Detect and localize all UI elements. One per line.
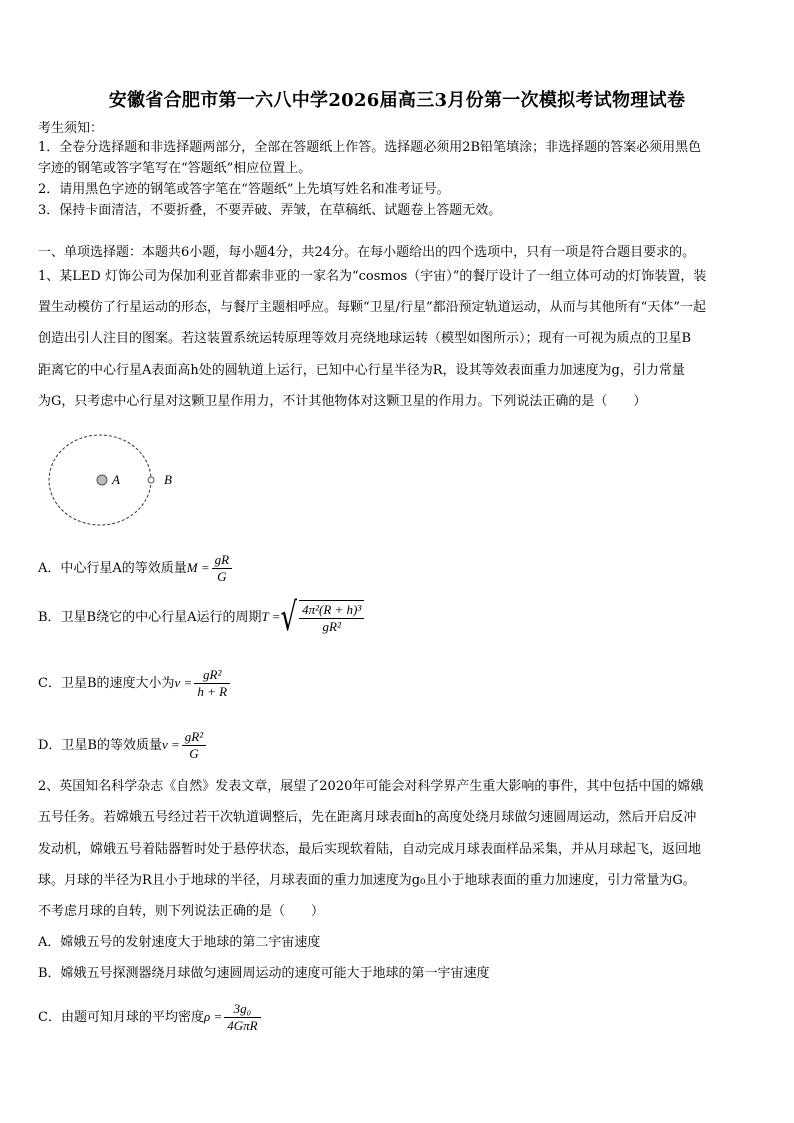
q1-line-1: 1、某LED 灯饰公司为保加利亚首都索非亚的一家名为“cosmos（宇宙）”的餐厅设计了一组立体可动的灯饰装置，装 (38, 269, 707, 284)
q1-line-2: 置生动模仿了行星运动的形态，与餐厅主题相呼应。每颗“卫星/行星”都沿预定轨道运动，从而与其他所有“天体”一起 (38, 300, 706, 315)
q1-option-c-numerator: gR² (194, 667, 230, 684)
q1-option-a-numerator: gR (212, 552, 232, 569)
q1-option-b-text: B．卫星B绕它的中心行星A运行的周期 (38, 610, 262, 625)
q1-option-b-denominator: gR² (322, 619, 341, 634)
q1-option-c[interactable] (38, 667, 232, 700)
satellite-b-dot (148, 477, 154, 483)
q1-option-b[interactable] (38, 595, 366, 640)
q2-option-c-formula (224, 1001, 260, 1034)
q1-line-4: 距离它的中心行星A表面高h处的圆轨道上运行，已知中心行星半径为R，设其等效表面重力加速度为g，引力常量 (38, 363, 685, 378)
q2-option-c-lhs: ρ = (203, 1009, 223, 1024)
q1-option-b-numerator: 4π²(R + h)³ (299, 602, 364, 619)
q2-option-a[interactable]: A．嫦娥五号的发射速度大于地球的第二宇宙速度 (38, 935, 321, 950)
q1-option-a-text: A．中心行星A的等效质量 (38, 561, 187, 576)
planet-a-label: A (112, 472, 120, 487)
q1-option-d-formula (182, 729, 206, 762)
notice-item-3: 3．保持卡面清洁，不要折叠，不要弄破、弄皱，在草稿纸、试题卷上答题无效。 (38, 203, 502, 218)
section-heading: 一、单项选择题：本题共6小题，每小题4分，共24分。在每小题给出的四个选项中，只有一项是符合题目要求的。 (38, 245, 696, 260)
q2-option-c-numerator: 3g₀ (224, 1001, 260, 1018)
page-title: 安徽省合肥市第一六八中学2026届高三3月份第一次模拟考试物理试卷 (108, 90, 686, 111)
q1-line-5: 为G，只考虑中心行星对这颗卫星作用力，不计其他物体对这颗卫星的作用力。下列说法正确的是（ ） (38, 394, 647, 409)
q2-line-5: 不考虑月球的自转，则下列说法正确的是（ ） (38, 904, 325, 919)
q1-option-a[interactable] (38, 552, 234, 585)
q1-option-c-lhs: v = (174, 675, 193, 690)
planet-a-dot (97, 475, 107, 485)
q2-option-b[interactable]: B．嫦娥五号探测器绕月球做匀速圆周运动的速度可能大于地球的第一宇宙速度 (38, 966, 490, 981)
q1-option-d-text: D．卫星B的等效质量 (38, 738, 162, 753)
q2-line-3: 发动机，嫦娥五号着陆器暂时处于悬停状态，最后实现软着陆，自动完成月球表面样品采集，并从月球起飞，返回地 (38, 842, 702, 857)
q1-option-d-lhs: v = (161, 737, 180, 752)
q1-option-c-denominator: h + R (197, 684, 228, 699)
notice-item-1-cont: 字迹的钢笔或答字笔写在“答题纸”相应位置上。 (38, 161, 312, 176)
orbit-figure (48, 433, 188, 528)
sqrt-sign-icon: √ (280, 595, 298, 640)
q1-option-d[interactable] (38, 729, 208, 762)
notice-item-1: 1．全卷分选择题和非选择题两部分，全部在答题纸上作答。选择题必须用2B铅笔填涂；非选择题的答案必须用黑色 (38, 140, 702, 155)
q1-option-a-denominator: G (217, 569, 227, 584)
q1-option-d-denominator: G (189, 746, 199, 761)
q1-option-b-formula (299, 600, 364, 635)
q1-line-3: 创造出引人注目的图案。若这装置系统运转原理等效月亮绕地球运转（模型如图所示）；现有一可视为质点的卫星B (38, 331, 692, 346)
q1-option-c-text: C．卫星B的速度大小为 (38, 676, 175, 691)
q1-option-d-numerator: gR² (182, 729, 206, 746)
q2-option-c-denominator: 4GπR (227, 1018, 258, 1033)
q2-line-2: 五号任务。若嫦娥五号经过若干次轨道调整后，先在距离月球表面h的高度处绕月球做匀速圆周运动，然后开启反冲 (38, 810, 697, 825)
q2-option-c-text: C．由题可知月球的平均密度 (38, 1010, 204, 1025)
q1-option-c-formula (194, 667, 230, 700)
notice-item-2: 2．请用黑色字迹的钢笔或答字笔在“答题纸”上先填写姓名和准考证号。 (38, 182, 450, 197)
q1-option-a-formula (212, 552, 232, 585)
satellite-b-label: B (164, 472, 172, 487)
q1-option-b-lhs: T = (261, 609, 281, 624)
q2-line-4: 球。月球的半径为R且小于地球的半径，月球表面的重力加速度为g₀且小于地球表面的重力加速度，引力常量为G。 (38, 873, 696, 888)
notice-heading: 考生须知： (38, 121, 104, 136)
q1-option-a-lhs: M = (186, 560, 210, 575)
q2-line-1: 2、英国知名科学杂志《自然》发表文章，展望了2020年可能会对科学界产生重大影响的事件，其中包括中国的嫦娥 (38, 779, 704, 794)
q2-option-c[interactable] (38, 1001, 263, 1034)
